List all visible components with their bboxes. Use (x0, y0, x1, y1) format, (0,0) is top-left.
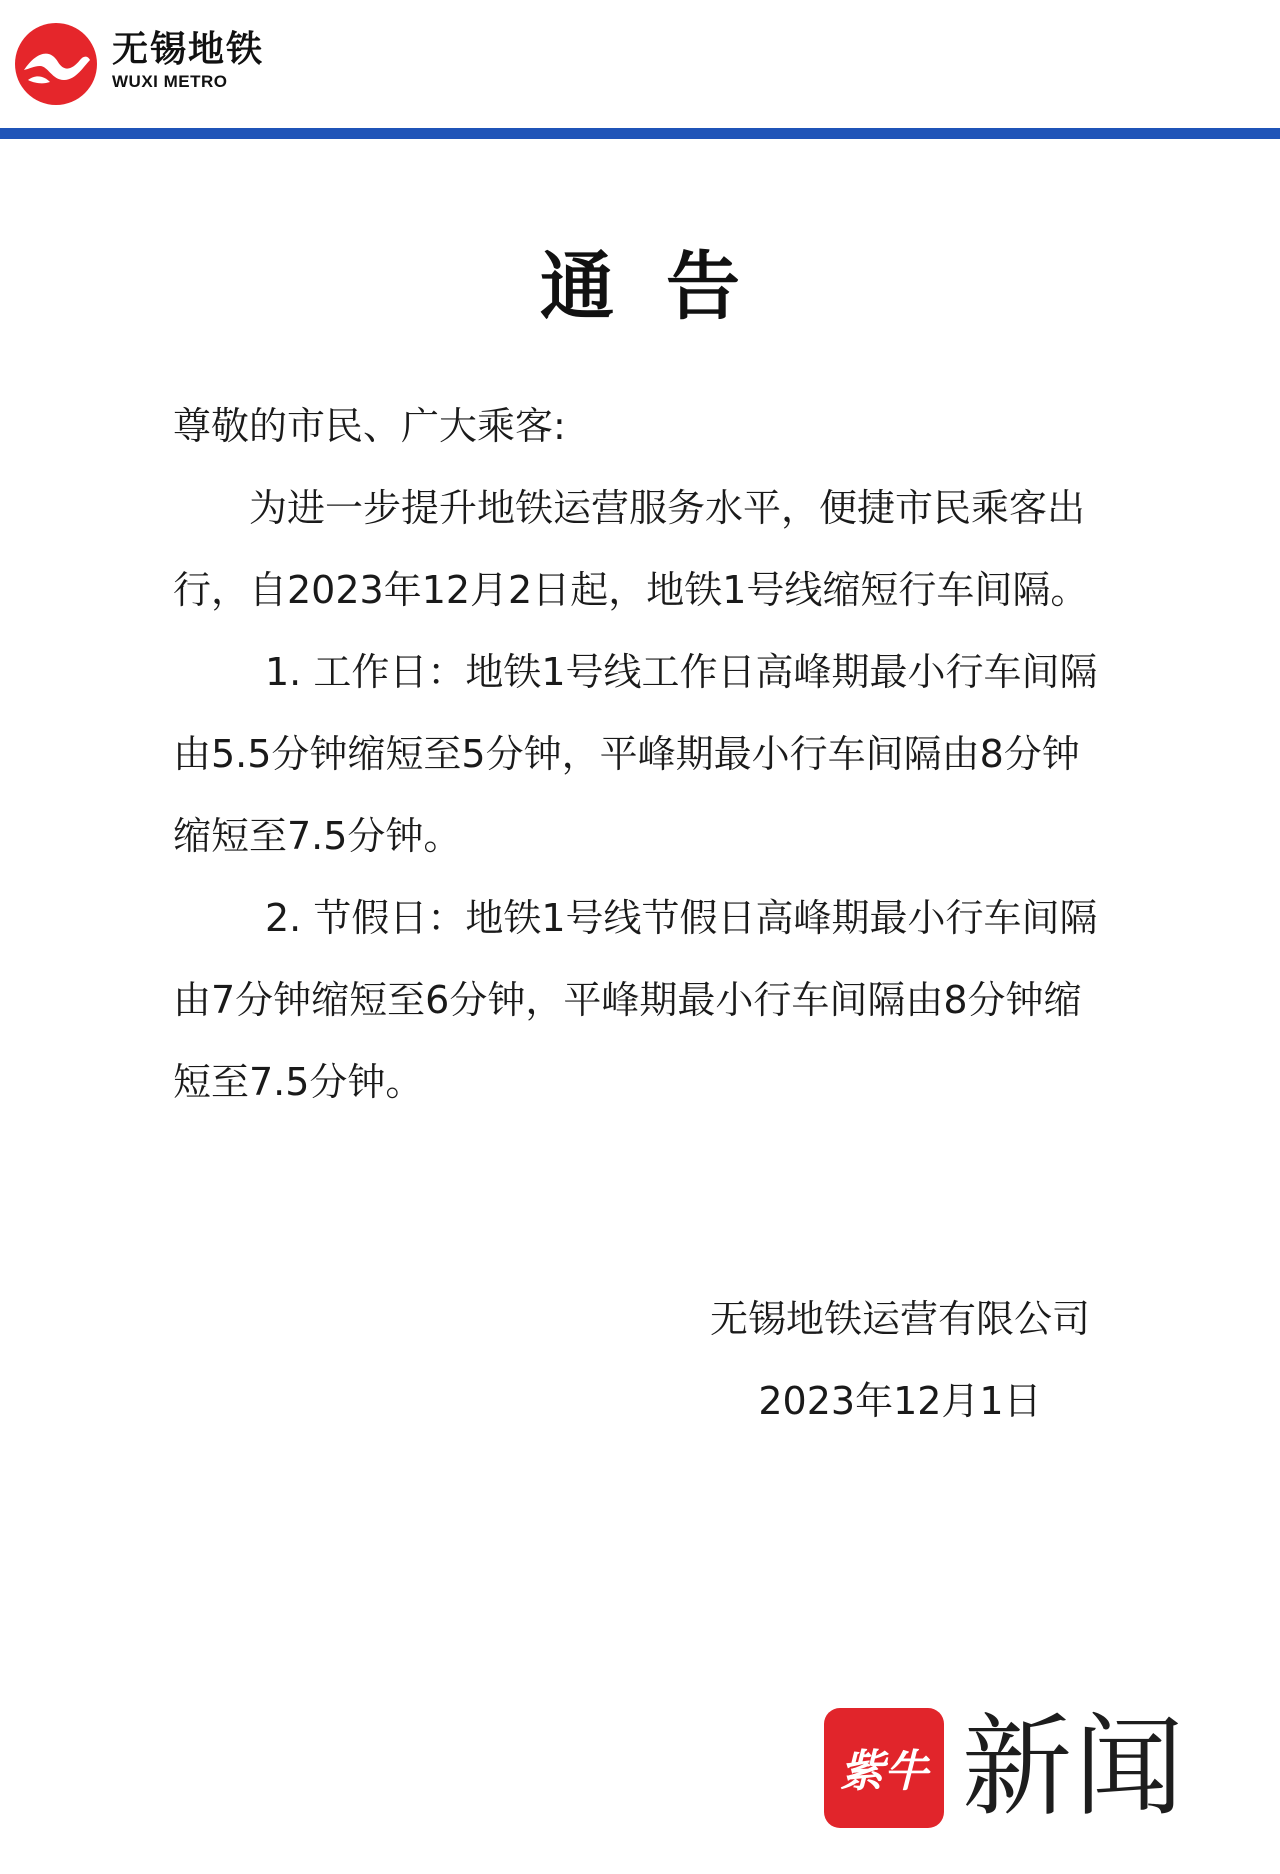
header-divider-bar (0, 128, 1280, 139)
brand (112, 28, 264, 92)
page-header (0, 0, 1280, 130)
item-holiday: 2. 节假日：地铁1号线节假日高峰期最小行车间隔由7分钟缩短至6分钟，平峰期最小行车间隔由8分钟缩短至7.5分钟。 (173, 896, 1098, 1104)
signature-company: 无锡地铁运营有限公司 (709, 1297, 1090, 1341)
watermark-text: 新闻 (962, 1703, 1186, 1831)
greeting: 尊敬的市民、广大乘客: (173, 404, 566, 448)
ziniu-badge-icon (824, 1708, 944, 1828)
wuxi-metro-logo-icon (14, 22, 98, 106)
intro-paragraph: 为进一步提升地铁运营服务水平，便捷市民乘客出行，自2023年12月2日起，地铁1号线缩短行车间隔。 (173, 486, 1089, 612)
notice-body (173, 385, 1113, 1123)
signature-block (640, 1278, 1160, 1442)
svg-text:紫牛: 紫牛 (840, 1746, 928, 1797)
signature-date: 2023年12月1日 (758, 1379, 1042, 1423)
item-workday: 1. 工作日：地铁1号线工作日高峰期最小行车间隔由5.5分钟缩短至5分钟，平峰期最小行车间隔由8分钟缩短至7.5分钟。 (173, 650, 1098, 858)
brand-name-cn: 无锡地铁 (112, 29, 265, 70)
brand-name-en: WUXI METRO (112, 72, 228, 91)
notice-title: 通告 (540, 244, 792, 330)
